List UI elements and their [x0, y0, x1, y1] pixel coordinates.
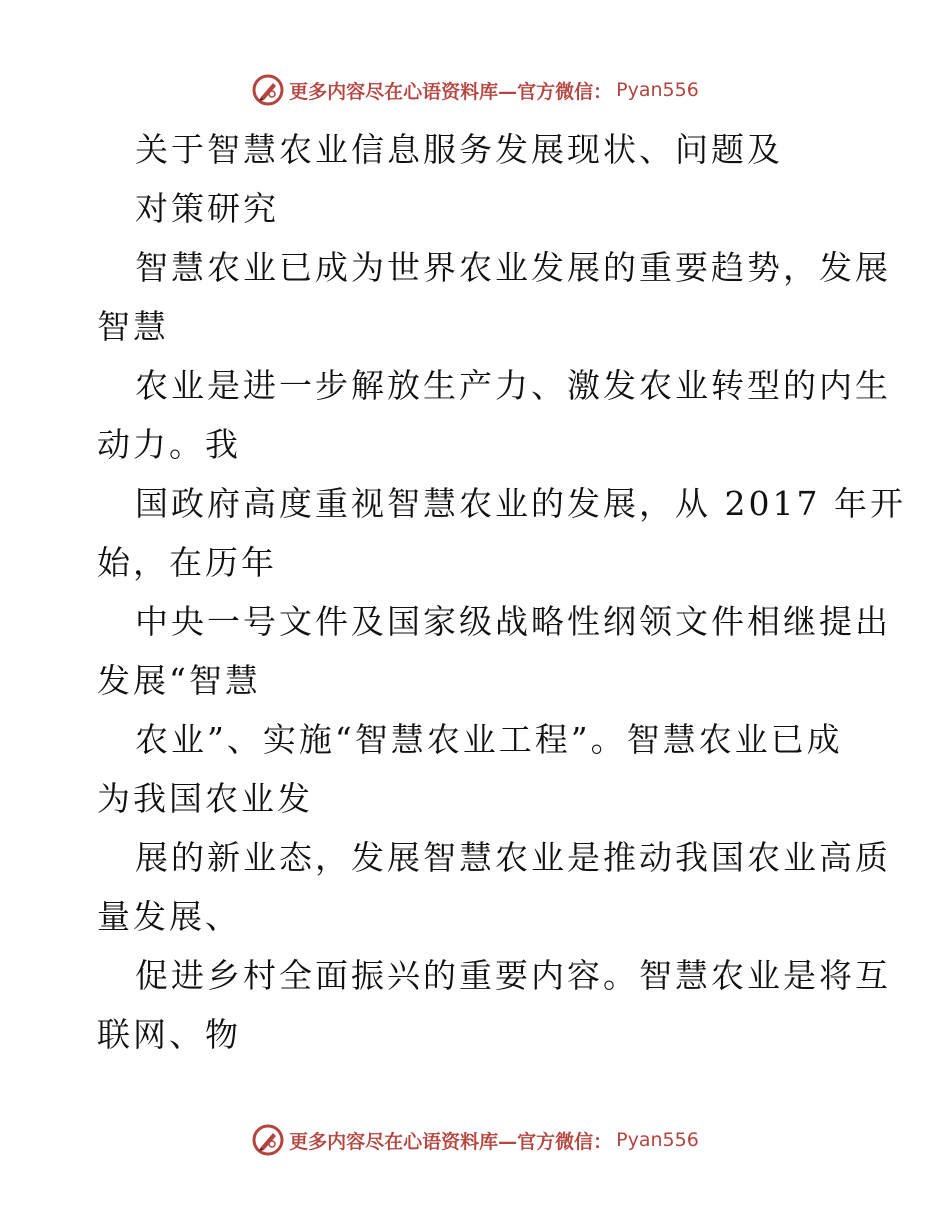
text-line: 对策研究	[135, 189, 279, 228]
text-line: 联网、物	[97, 1015, 241, 1054]
text-line: 智慧	[97, 307, 169, 346]
footer-banner-inner	[251, 1123, 699, 1157]
header-banner-text: 更多内容尽在心语资料库—官方微信：	[289, 80, 613, 103]
text-line: 促进乡村全面振兴的重要内容。智慧农业是将互	[135, 956, 891, 995]
text-line: 为我国农业发	[97, 779, 313, 818]
text-line: 动力。我	[97, 425, 241, 464]
text-line: 智慧农业已成为世界农业发展的重要趋势，发展	[135, 248, 891, 287]
footer-wechat-id: Pyan556	[616, 1129, 699, 1151]
text-line: 量发展、	[97, 897, 241, 936]
text-line: 中央一号文件及国家级战略性纲领文件相继提出	[135, 602, 891, 641]
text-line: 农业是进一步解放生产力、激发农业转型的内生	[135, 366, 891, 405]
text-line: 展的新业态，发展智慧农业是推动我国农业高质	[135, 838, 891, 877]
footer-banner	[0, 1120, 950, 1160]
header-banner-inner	[251, 73, 699, 107]
header-wechat-id: Pyan556	[616, 79, 699, 101]
header-banner	[0, 70, 950, 110]
pen-logo-icon	[251, 1123, 285, 1157]
text-line: 发展“智慧	[97, 661, 261, 700]
pen-logo-icon	[251, 73, 285, 107]
text-line: 农业”、实施“智慧农业工程”。智慧农业已成	[135, 720, 843, 759]
text-line: 始，在历年	[97, 543, 277, 582]
text-line: 国政府高度重视智慧农业的发展，从 2017 年开	[135, 484, 906, 523]
document-body	[97, 120, 906, 1064]
footer-banner-text: 更多内容尽在心语资料库—官方微信：	[289, 1130, 613, 1153]
text-line: 关于智慧农业信息服务发展现状、问题及	[135, 130, 783, 169]
